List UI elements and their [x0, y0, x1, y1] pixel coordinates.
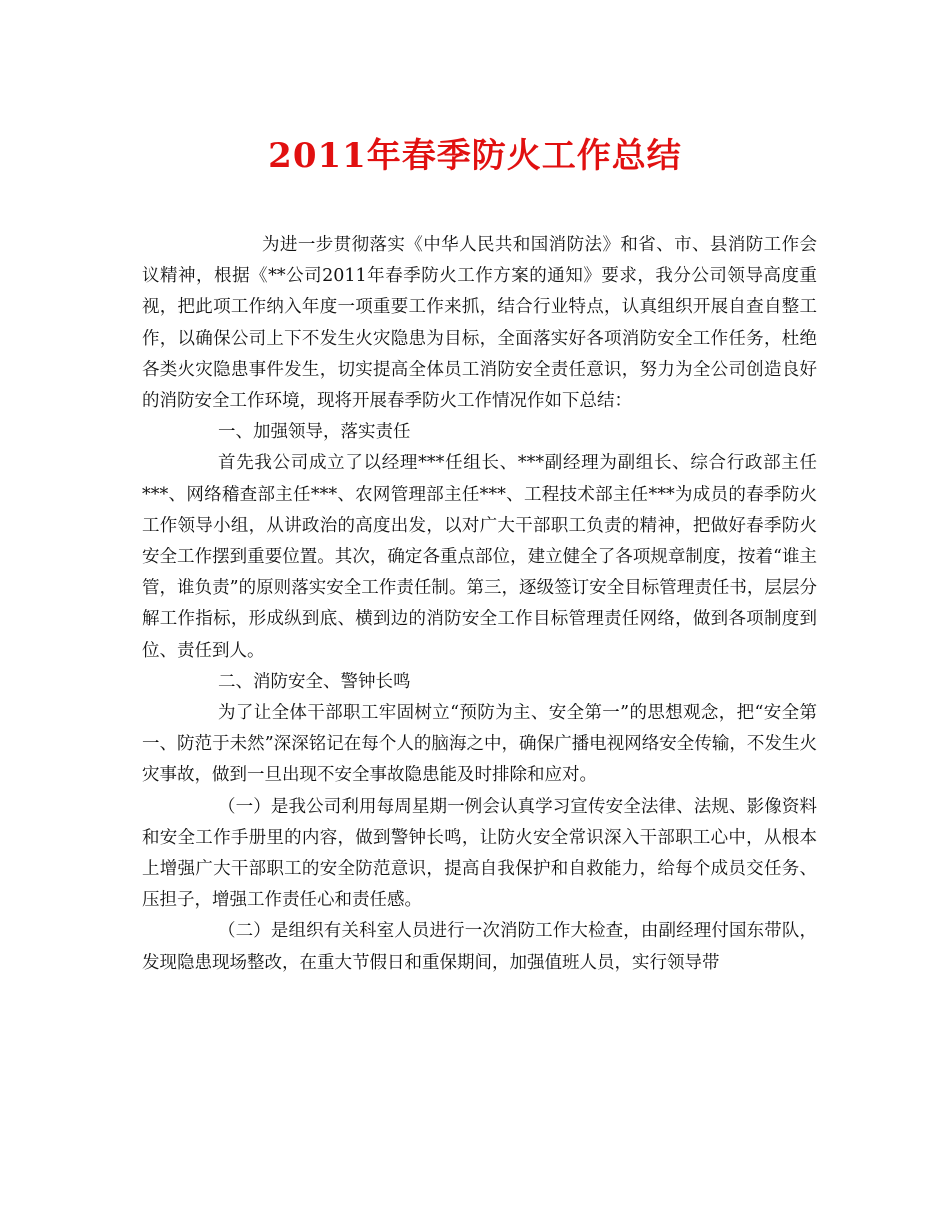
- paragraph-item-2: （二）是组织有关科室人员进行一次消防工作大检查，由副经理付国东带队，发现隐患现场整改，在重大节假日和重保期间，加强值班人员，实行领导带: [142, 921, 817, 973]
- paragraph-item-1: （一）是我公司利用每周星期一例会认真学习宣传安全法律、法规、影像资料和安全工作手册里的内容，做到警钟长鸣，让防火安全常识深入干部职工心中，从根本上增强广大干部职工的安全防范意识，提高自我保护和自救能力，给每个成员交任务、压担子，增强工作责任心和责任感。: [142, 796, 817, 911]
- section-heading-2: 二、消防安全、警钟长鸣: [218, 671, 411, 692]
- document-body: [142, 230, 817, 979]
- paragraph-section-1: 首先我公司成立了以经理***任组长、***副经理为副组长、综合行政部主任***、网络稽查部主任***、农网管理部主任***、工程技术部主任***为成员的春季防火工作领导小组，从讲政治的高度出发，以对广大干部职工负责的精神，把做好春季防火安全工作摆到重要位置。其次，确定各重点部位，建立健全了各项规章制度，按着“谁主管，谁负责”的原则落实安全工作责任制。第三，逐级签订安全目标管理责任书，层层分解工作指标，形成纵到底、横到边的消防安全工作目标管理责任网络，做到各项制度到位、责任到人。: [142, 453, 817, 661]
- section-heading-1: 一、加强领导，落实责任: [218, 422, 411, 443]
- paragraph-intro: 为进一步贯彻落实《中华人民共和国消防法》和省、市、县消防工作会议精神，根据《**公司2011年春季防火工作方案的通知》要求，我分公司领导高度重视，把此项工作纳入年度一项重要工作来抓，结合行业特点，认真组织开展自查自整工作，以确保公司上下不发生火灾隐患为目标，全面落实好各项消防安全工作任务，杜绝各类火灾隐患事件发生，切实提高全体员工消防安全责任意识，努力为全公司创造良好的消防安全工作环境，现将开展春季防火工作情况作如下总结：: [142, 235, 817, 412]
- document-title: 2011年春季防火工作总结: [268, 136, 682, 176]
- paragraph-section-2: 为了让全体干部职工牢固树立“预防为主、安全第一”的思想观念，把“安全第一、防范于未然”深深铭记在每个人的脑海之中，确保广播电视网络安全传输，不发生火灾事故，做到一旦出现不安全事故隐患能及时排除和应对。: [142, 703, 817, 786]
